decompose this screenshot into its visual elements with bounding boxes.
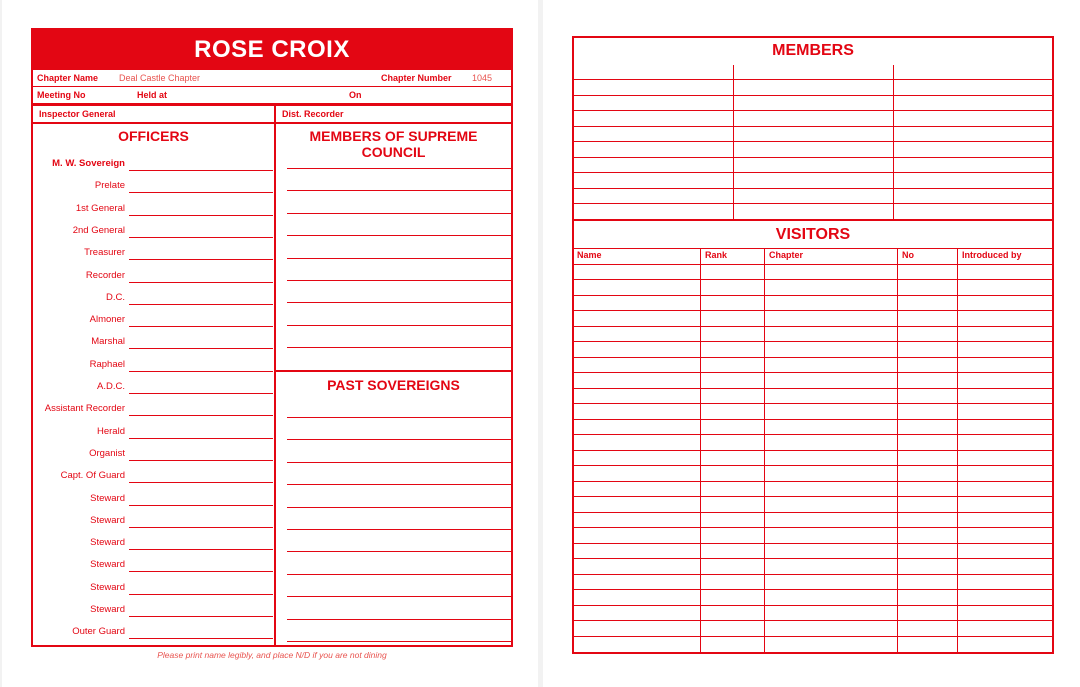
- past-sovereign-field[interactable]: [287, 507, 511, 508]
- officer-row: [33, 373, 273, 395]
- past-sovereign-field[interactable]: [287, 551, 511, 552]
- officer-name-field[interactable]: [129, 549, 273, 550]
- visitors-row-line: [574, 341, 1052, 342]
- visitors-row-line: [574, 605, 1052, 606]
- members-title: MEMBERS: [772, 42, 854, 59]
- officer-row: [33, 150, 273, 172]
- members-column-line: [893, 65, 894, 219]
- chapter-row: [33, 70, 511, 87]
- visitors-row-line: [574, 434, 1052, 435]
- officer-label: Herald: [97, 425, 125, 437]
- officer-label: Almoner: [89, 314, 125, 326]
- officer-label: 1st General: [75, 202, 125, 214]
- officer-row: [33, 440, 273, 462]
- officer-name-field[interactable]: [129, 192, 273, 193]
- officer-name-field[interactable]: [129, 259, 273, 260]
- supreme-council-title: MEMBERS OF SUPREME COUNCIL: [309, 128, 478, 160]
- visitors-row-line: [574, 326, 1052, 327]
- rose-croix-form: [31, 28, 513, 647]
- members-row-line: [574, 157, 1052, 158]
- officer-row: [33, 507, 273, 529]
- officer-label: M. W. Sovereign: [52, 158, 125, 169]
- visitors-row-line: [574, 248, 1052, 249]
- council-member-field[interactable]: [287, 258, 511, 259]
- council-member-field[interactable]: [287, 325, 511, 326]
- officer-name-field[interactable]: [129, 393, 273, 394]
- past-sovereign-field[interactable]: [287, 574, 511, 575]
- held-at-label: Held at: [137, 90, 168, 100]
- past-sovereign-field[interactable]: [287, 417, 511, 418]
- officer-name-field[interactable]: [129, 638, 273, 639]
- members-row-line: [574, 126, 1052, 127]
- visitors-row-line: [574, 372, 1052, 373]
- dist-recorder-label: Dist. Recorder: [282, 109, 344, 119]
- officer-label: Steward: [90, 559, 125, 571]
- visitors-row-line: [574, 450, 1052, 451]
- council-member-field[interactable]: [287, 168, 511, 169]
- visitors-column-line: [897, 248, 898, 652]
- past-sovereign-field[interactable]: [287, 439, 511, 440]
- officer-name-field[interactable]: [129, 371, 273, 372]
- column-divider: [274, 104, 276, 647]
- officer-name-field[interactable]: [129, 460, 273, 461]
- council-member-field[interactable]: [287, 235, 511, 236]
- council-member-field[interactable]: [287, 302, 511, 303]
- officer-name-field[interactable]: [129, 505, 273, 506]
- past-sovereign-field[interactable]: [287, 641, 511, 642]
- visitors-row-line: [574, 543, 1052, 544]
- visitor-header-rank: Rank: [705, 250, 728, 260]
- form-page-left: [2, 0, 538, 687]
- visitors-row-line: [574, 279, 1052, 280]
- visitors-column-line: [700, 248, 701, 652]
- divider: [574, 219, 1052, 221]
- officer-name-field[interactable]: [129, 616, 273, 617]
- visitors-row-line: [574, 512, 1052, 513]
- chapter-number-label: Chapter Number: [381, 73, 452, 83]
- officer-label: 2nd General: [72, 224, 125, 236]
- officer-row: [33, 574, 273, 596]
- officer-row: [33, 217, 273, 239]
- officials-row: [33, 106, 511, 123]
- officer-name-field[interactable]: [129, 304, 273, 305]
- chapter-name-value[interactable]: Deal Castle Chapter: [119, 73, 201, 83]
- officer-name-field[interactable]: [129, 482, 273, 483]
- council-member-field[interactable]: [287, 213, 511, 214]
- chapter-name-label: Chapter Name: [37, 73, 99, 83]
- attendance-form: [572, 36, 1054, 654]
- officer-label: A.D.C.: [97, 381, 125, 392]
- officer-row: [33, 395, 273, 417]
- visitors-row-line: [574, 419, 1052, 420]
- visitor-header-name: Name: [577, 250, 602, 260]
- officer-row: [33, 239, 273, 261]
- visitors-row-line: [574, 558, 1052, 559]
- visitors-column-line: [957, 248, 958, 652]
- officer-label: Treasurer: [84, 247, 125, 259]
- divider: [276, 370, 511, 372]
- footnote: Please print name legibly, and place N/D if you are not dining: [157, 650, 387, 660]
- officer-label: Outer Guard: [72, 626, 125, 638]
- officer-name-field[interactable]: [129, 571, 273, 572]
- meeting-no-label: Meeting No: [37, 90, 86, 100]
- officer-label: Capt. Of Guard: [60, 470, 125, 482]
- divider: [33, 122, 511, 124]
- officer-row: [33, 529, 273, 551]
- visitor-header-chapter: Chapter: [769, 250, 804, 260]
- officer-row: [33, 351, 273, 373]
- officer-name-field[interactable]: [129, 282, 273, 283]
- officer-row: [33, 306, 273, 328]
- meeting-row: [33, 87, 511, 104]
- form-title: ROSE CROIX: [33, 30, 511, 70]
- officer-label: Assistant Recorder: [44, 403, 125, 415]
- officer-name-field[interactable]: [129, 326, 273, 327]
- officer-label: Steward: [90, 604, 125, 615]
- visitor-header-no: No: [902, 250, 914, 260]
- visitors-row-line: [574, 527, 1052, 528]
- officer-name-field[interactable]: [129, 438, 273, 439]
- officer-row: [33, 418, 273, 440]
- officer-row: [33, 462, 273, 484]
- officer-name-field[interactable]: [129, 348, 273, 349]
- visitors-row-line: [574, 574, 1052, 575]
- visitors-row-line: [574, 589, 1052, 590]
- officer-row: [33, 262, 273, 284]
- members-row-line: [574, 188, 1052, 189]
- officer-label: Steward: [90, 514, 125, 526]
- visitors-row-line: [574, 310, 1052, 311]
- past-sovereign-field[interactable]: [287, 619, 511, 620]
- officer-name-field[interactable]: [129, 527, 273, 528]
- officer-label: Steward: [90, 581, 125, 593]
- officer-label: Marshal: [91, 336, 125, 348]
- members-row-line: [574, 110, 1052, 111]
- council-member-field[interactable]: [287, 280, 511, 281]
- past-sovereign-field[interactable]: [287, 484, 511, 485]
- officer-name-field[interactable]: [129, 170, 273, 171]
- officer-row: [33, 284, 273, 306]
- officers-title: OFFICERS: [118, 128, 189, 144]
- officer-label: Steward: [90, 492, 125, 504]
- council-member-field[interactable]: [287, 347, 511, 348]
- officer-label: D.C.: [106, 291, 125, 303]
- past-sovereign-field[interactable]: [287, 529, 511, 530]
- officer-row: [33, 551, 273, 573]
- visitors-row-line: [574, 264, 1052, 265]
- members-column-line: [733, 65, 734, 219]
- visitors-row-line: [574, 636, 1052, 637]
- past-sovereign-field[interactable]: [287, 596, 511, 597]
- on-label: On: [349, 90, 362, 100]
- past-sovereign-field[interactable]: [287, 462, 511, 463]
- visitors-row-line: [574, 465, 1052, 466]
- officer-row: [33, 172, 273, 194]
- officer-label: Steward: [90, 537, 125, 549]
- officer-name-field[interactable]: [129, 237, 273, 238]
- officer-name-field[interactable]: [129, 594, 273, 595]
- visitors-row-line: [574, 496, 1052, 497]
- officer-row: [33, 195, 273, 217]
- council-member-field[interactable]: [287, 190, 511, 191]
- visitor-header-introduced-by: Introduced by: [962, 250, 1022, 260]
- chapter-number-value[interactable]: 1045: [472, 73, 493, 83]
- members-row-line: [574, 172, 1052, 173]
- form-page-right: [543, 0, 1080, 687]
- past-sovereigns-title: PAST SOVEREIGNS: [327, 377, 460, 393]
- officer-label: Organist: [89, 447, 125, 459]
- visitors-row-line: [574, 295, 1052, 296]
- inspector-general-label: Inspector General: [39, 109, 116, 119]
- visitors-row-line: [574, 388, 1052, 389]
- visitors-row-line: [574, 357, 1052, 358]
- officer-name-field[interactable]: [129, 415, 273, 416]
- officer-row: [33, 618, 273, 640]
- officer-label: Recorder: [85, 269, 125, 281]
- visitors-column-line: [764, 248, 765, 652]
- visitors-row-line: [574, 403, 1052, 404]
- visitors-title: VISITORS: [775, 226, 851, 243]
- officer-label: Prelate: [94, 180, 125, 192]
- officer-row: [33, 596, 273, 618]
- visitors-row-line: [574, 481, 1052, 482]
- officer-name-field[interactable]: [129, 215, 273, 216]
- officer-label: Raphael: [89, 358, 125, 370]
- officer-row: [33, 328, 273, 350]
- officer-row: [33, 485, 273, 507]
- members-row-line: [574, 141, 1052, 142]
- members-row-line: [574, 95, 1052, 96]
- visitors-row-line: [574, 620, 1052, 621]
- members-row-line: [574, 203, 1052, 204]
- members-row-line: [574, 79, 1052, 80]
